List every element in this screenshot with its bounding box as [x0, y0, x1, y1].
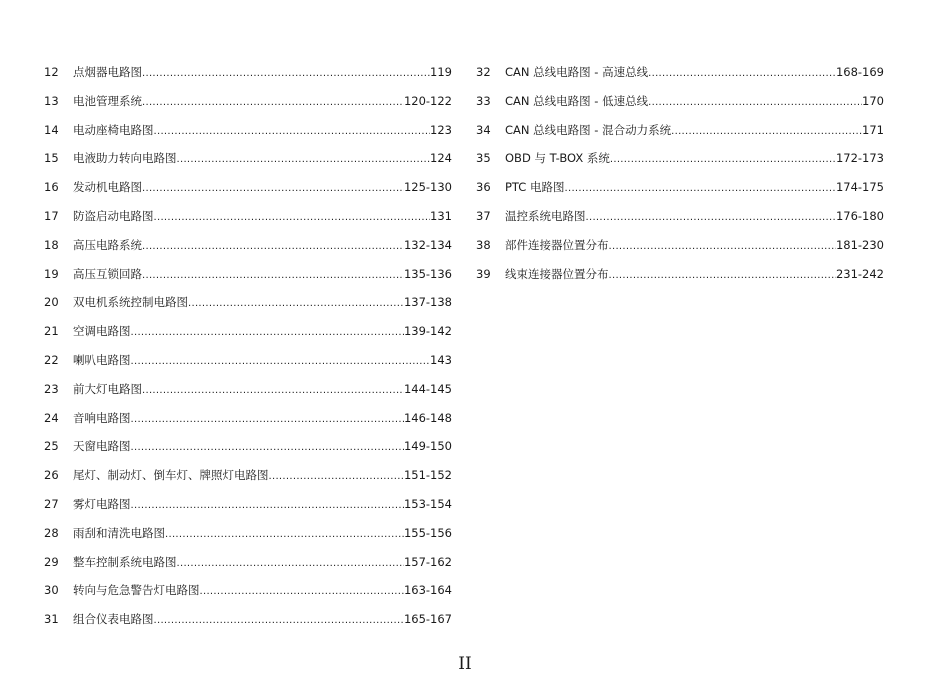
- toc-entry-page: 172-173: [835, 151, 884, 166]
- toc-entry-page: 149-150: [403, 439, 452, 454]
- toc-entry[interactable]: [476, 235, 884, 264]
- toc-entry-page: 153-154: [403, 496, 452, 511]
- toc-entry-number: 25: [44, 439, 59, 454]
- toc-entry-title: 高压电路系统: [73, 237, 142, 252]
- toc-entry-title: 电动座椅电路图: [73, 122, 154, 137]
- toc-dot-leader: [131, 352, 431, 372]
- toc-dot-leader: [131, 438, 404, 458]
- toc-entry-number: 38: [476, 237, 491, 252]
- toc-dot-leader: [154, 208, 431, 228]
- toc-entry-title: 点烟器电路图: [73, 65, 142, 79]
- toc-entry-page: 146-148: [403, 410, 452, 425]
- toc-entry-title: 部件连接器位置分布: [505, 237, 609, 252]
- toc-dot-leader: [142, 237, 404, 257]
- toc-dot-leader: [609, 266, 836, 286]
- toc-entry-number: 37: [476, 208, 491, 223]
- toc-entry-number: 26: [44, 468, 59, 483]
- toc-entry-page: 174-175: [835, 180, 884, 195]
- toc-entry-title: 雾灯电路图: [73, 496, 131, 511]
- toc-entry-title: 雨刮和清洗电路图: [73, 525, 165, 540]
- page-number: II: [458, 654, 472, 674]
- toc-entry-page: 155-156: [403, 525, 452, 540]
- toc-entry-number: 31: [44, 612, 59, 627]
- toc-entry-page: 176-180: [835, 208, 884, 223]
- toc-entry-title: 发动机电路图: [73, 180, 142, 195]
- toc-entry-page: 135-136: [403, 266, 452, 281]
- toc-entry-page: 168-169: [835, 65, 884, 79]
- toc-entry-number: 23: [44, 381, 59, 396]
- toc-entry-number: 20: [44, 295, 59, 310]
- toc-dot-leader: [142, 266, 404, 286]
- toc-dot-leader: [154, 611, 404, 631]
- toc-entry-page: 137-138: [403, 295, 452, 310]
- toc-entry[interactable]: [476, 177, 884, 206]
- toc-entry-page: 131: [430, 208, 452, 223]
- toc-dot-leader: [648, 93, 862, 113]
- toc-entry-number: 21: [44, 324, 59, 339]
- toc-entry-page: 171: [862, 122, 884, 137]
- toc-entry-number: 27: [44, 496, 59, 511]
- toc-entry-title: 整车控制系统电路图: [73, 554, 177, 569]
- toc-entry-number: 16: [44, 180, 59, 195]
- toc-entry[interactable]: [44, 321, 452, 350]
- toc-entry-title: 天窗电路图: [73, 439, 131, 454]
- toc-entry-number: 12: [44, 65, 59, 79]
- toc-dot-leader: [131, 323, 404, 343]
- toc-dot-leader: [200, 582, 404, 602]
- toc-entry-title: 防盗启动电路图: [73, 208, 154, 223]
- toc-dot-leader: [177, 150, 431, 170]
- toc-entry[interactable]: [44, 350, 452, 379]
- toc-entry-number: 36: [476, 180, 491, 195]
- toc-entry-number: 22: [44, 352, 59, 367]
- toc-entry[interactable]: [44, 120, 452, 149]
- toc-entry[interactable]: [44, 292, 452, 321]
- toc-dot-leader: [188, 294, 404, 314]
- toc-entry-page: 143: [430, 352, 452, 367]
- toc-dot-leader: [131, 496, 404, 516]
- toc-entry[interactable]: [44, 235, 452, 264]
- toc-entry-title: 空调电路图: [73, 324, 131, 339]
- toc-entry-number: 29: [44, 554, 59, 569]
- toc-entry-page: 165-167: [403, 612, 452, 627]
- toc-entry-number: 17: [44, 208, 59, 223]
- toc-entry-page: 157-162: [403, 554, 452, 569]
- toc-entry-page: 120-122: [403, 93, 452, 108]
- toc-entry-title: CAN 总线电路图 - 高速总线: [505, 65, 649, 79]
- toc-entry[interactable]: [476, 62, 884, 91]
- toc-entry[interactable]: [44, 264, 452, 293]
- toc-entry-number: 30: [44, 583, 59, 598]
- toc-entry-number: 34: [476, 122, 491, 137]
- toc-entry-title: 转向与危急警告灯电路图: [73, 583, 200, 598]
- toc-dot-leader: [269, 467, 404, 487]
- toc-entry[interactable]: [476, 206, 884, 235]
- toc-entry[interactable]: [476, 120, 884, 149]
- toc-entry-page: 119: [430, 65, 452, 79]
- toc-entry[interactable]: [44, 206, 452, 235]
- toc-entry-title: 电池管理系统: [73, 93, 142, 108]
- toc-entry[interactable]: [44, 552, 452, 581]
- toc-entry-number: 32: [476, 65, 491, 79]
- toc-entry-title: 双电机系统控制电路图: [73, 295, 188, 310]
- toc-entry[interactable]: [44, 177, 452, 206]
- toc-entry[interactable]: [476, 264, 884, 293]
- toc-entry-title: 尾灯、制动灯、倒车灯、牌照灯电路图: [73, 468, 269, 483]
- toc-entry-page: 151-152: [403, 468, 452, 483]
- toc-dot-leader: [609, 237, 836, 257]
- toc-entry[interactable]: [476, 148, 884, 177]
- toc-dot-leader: [131, 410, 404, 430]
- toc-entry-page: 124: [430, 151, 452, 166]
- toc-dot-leader: [564, 179, 835, 199]
- toc-entry[interactable]: [476, 91, 884, 120]
- toc-entry[interactable]: [44, 523, 452, 552]
- toc-entry-page: 132-134: [403, 237, 452, 252]
- toc-entry-page: 123: [430, 122, 452, 137]
- toc-entry[interactable]: [44, 148, 452, 177]
- toc-entry-page: 144-145: [403, 381, 452, 396]
- toc-entry-title: 音响电路图: [73, 410, 131, 425]
- toc-entry-number: 14: [44, 122, 59, 137]
- toc-dot-leader: [671, 122, 862, 142]
- toc-dot-leader: [586, 208, 836, 228]
- toc-dot-leader: [142, 381, 404, 401]
- toc-entry-page: 231-242: [835, 266, 884, 281]
- toc-entry[interactable]: [44, 494, 452, 523]
- toc-entry-number: 33: [476, 93, 491, 108]
- toc-entry-title: 组合仪表电路图: [73, 612, 154, 627]
- toc-dot-leader: [165, 525, 404, 545]
- toc-entry[interactable]: [44, 609, 452, 638]
- toc-entry[interactable]: [44, 62, 452, 91]
- toc-entry-number: 13: [44, 93, 59, 108]
- toc-entry-number: 18: [44, 237, 59, 252]
- toc-dot-leader: [610, 150, 836, 170]
- toc-entry-page: 139-142: [403, 324, 452, 339]
- toc-entry-number: 19: [44, 266, 59, 281]
- toc-entry-title: 电液助力转向电路图: [73, 151, 177, 166]
- toc-entry-number: 24: [44, 410, 59, 425]
- toc-left-column: [44, 62, 452, 638]
- toc-entry-title: CAN 总线电路图 - 低速总线: [505, 93, 649, 108]
- toc-entry-number: 35: [476, 151, 491, 166]
- toc-entry[interactable]: [44, 465, 452, 494]
- toc-entry-page: 181-230: [835, 237, 884, 252]
- toc-entry-page: 163-164: [403, 583, 452, 598]
- toc-entry-title: 高压互锁回路: [73, 266, 142, 281]
- toc-entry-title: 温控系统电路图: [505, 208, 586, 223]
- toc-right-column: [476, 62, 884, 292]
- toc-entry-title: OBD 与 T-BOX 系统: [505, 151, 610, 166]
- toc-entry[interactable]: [44, 408, 452, 437]
- toc-dot-leader: [142, 93, 404, 113]
- toc-entry[interactable]: [44, 580, 452, 609]
- toc-entry-page: 125-130: [403, 180, 452, 195]
- toc-entry-title: CAN 总线电路图 - 混合动力系统: [505, 122, 672, 137]
- toc-dot-leader: [154, 122, 431, 142]
- toc-entry-title: 前大灯电路图: [73, 381, 142, 396]
- toc-entry-number: 28: [44, 525, 59, 540]
- toc-dot-leader: [648, 64, 836, 84]
- toc-entry-number: 15: [44, 151, 59, 166]
- toc-entry[interactable]: [44, 379, 452, 408]
- toc-entry-title: 线束连接器位置分布: [505, 266, 609, 281]
- toc-entry-title: PTC 电路图: [505, 180, 565, 195]
- toc-entry-title: 喇叭电路图: [73, 352, 131, 367]
- toc-dot-leader: [142, 179, 404, 199]
- toc-entry[interactable]: [44, 436, 452, 465]
- toc-entry-page: 170: [862, 93, 884, 108]
- toc-dot-leader: [142, 64, 430, 84]
- toc-entry[interactable]: [44, 91, 452, 120]
- toc-entry-number: 39: [476, 266, 491, 281]
- toc-dot-leader: [177, 554, 404, 574]
